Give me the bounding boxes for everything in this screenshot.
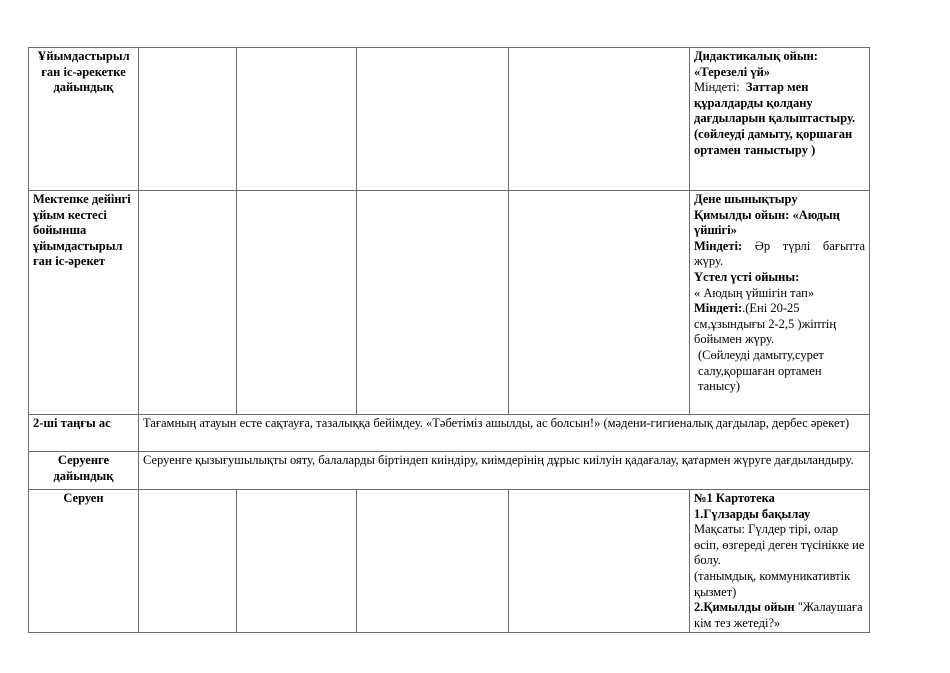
game2-name: « Аюдың үйшігін тап» bbox=[694, 285, 815, 300]
game-areas: (сөйлеуді дамыту, қоршаған ортамен таныстыру ) bbox=[694, 126, 853, 157]
cell-walk-card bbox=[690, 490, 870, 633]
game1-task bbox=[694, 239, 865, 270]
cell-empty bbox=[357, 490, 509, 633]
subject-title: Дене шынықтыру bbox=[694, 192, 798, 206]
observation-title: 1.Гүлзарды бақылау bbox=[694, 506, 811, 521]
cell-empty bbox=[237, 490, 357, 633]
game-task bbox=[694, 80, 865, 127]
cell-walk-preparation: Серуенге қызығушылықты ояту, балаларды біртіндеп киіндіру, киімдерінің дұрыс киілуін қадағалау, қатармен жүруге дағдыландыру. bbox=[139, 452, 870, 490]
row-label-schedule: Мектепке дейінгі ұйым кестесі бойынша ұйымдастырыл ған іс-әрекет bbox=[29, 191, 139, 415]
cell-second-breakfast: Тағамның атауын есте сақтауға, тазалыққа бейімдеу. «Тәбетіміз ашылды, ас болсын!» (мәдени-гигиеналық дағдылар, дербес әрекет) bbox=[139, 415, 870, 452]
walk-game bbox=[694, 600, 865, 631]
row-label-walk: Серуен bbox=[29, 490, 139, 633]
cell-physical-education bbox=[690, 191, 870, 415]
walk-game-name: "Жалаушаға кім тез жетеді?» bbox=[694, 600, 863, 630]
row-label-preparation: Ұйымдастырыл ған іс-әрекетке дайындық bbox=[29, 48, 139, 191]
cell-empty bbox=[139, 490, 237, 633]
game1-title: Қимылды ойын: «Аюдың үйшігі» bbox=[694, 207, 840, 238]
row-walk-preparation bbox=[29, 452, 870, 490]
game1-task-label: Міндеті: bbox=[694, 238, 743, 253]
observation-areas: (танымдық, коммуникативтік қызмет) bbox=[694, 568, 851, 599]
cell-empty bbox=[237, 191, 357, 415]
row-label-second-breakfast: 2-ші таңғы ас bbox=[29, 415, 139, 452]
cell-empty bbox=[509, 490, 690, 633]
task-text: Заттар мен құралдарды қолдану дағдыларын қалыптастыру. bbox=[694, 80, 856, 126]
cell-empty bbox=[357, 191, 509, 415]
game2-task bbox=[694, 301, 865, 348]
row-second-breakfast bbox=[29, 415, 870, 452]
cell-empty bbox=[509, 48, 690, 191]
game-name: «Терезелі үй» bbox=[694, 64, 771, 79]
cell-empty bbox=[357, 48, 509, 191]
cell-empty bbox=[139, 191, 237, 415]
cell-empty bbox=[509, 191, 690, 415]
task-label: Міндеті: bbox=[694, 80, 740, 95]
card-title: №1 Картотека bbox=[694, 491, 775, 505]
observation-goal: Мақсаты: Гүлдер тірі, олар өсіп, өзгереді деген түсінікке ие болу. bbox=[694, 522, 865, 568]
cell-empty bbox=[139, 48, 237, 191]
game2-task-label: Міндеті: bbox=[694, 301, 743, 316]
game2-task-text: .(Ені 20-25 см,ұзындығы 2-2,5 )жіптің бойымен жүру. bbox=[694, 301, 837, 347]
game-title: Дидактикалық ойын: bbox=[694, 49, 818, 63]
cell-empty bbox=[237, 48, 357, 191]
schedule-areas: (Сөйлеуді дамыту,сурет салу,қоршаған ортамен танысу) bbox=[698, 347, 824, 394]
game1-task-text: Әр түрлі бағытта жүру. bbox=[694, 238, 865, 269]
row-schedule bbox=[29, 191, 870, 415]
walk-game-label: 2.Қимылды ойын bbox=[694, 600, 795, 615]
row-label-walk-preparation: Серуенге дайындық bbox=[29, 452, 139, 490]
row-walk bbox=[29, 490, 870, 633]
row-preparation bbox=[29, 48, 870, 191]
lesson-plan-table bbox=[28, 47, 870, 633]
game2-title: Үстел үсті ойыны: bbox=[694, 269, 800, 284]
cell-didactic-game bbox=[690, 48, 870, 191]
